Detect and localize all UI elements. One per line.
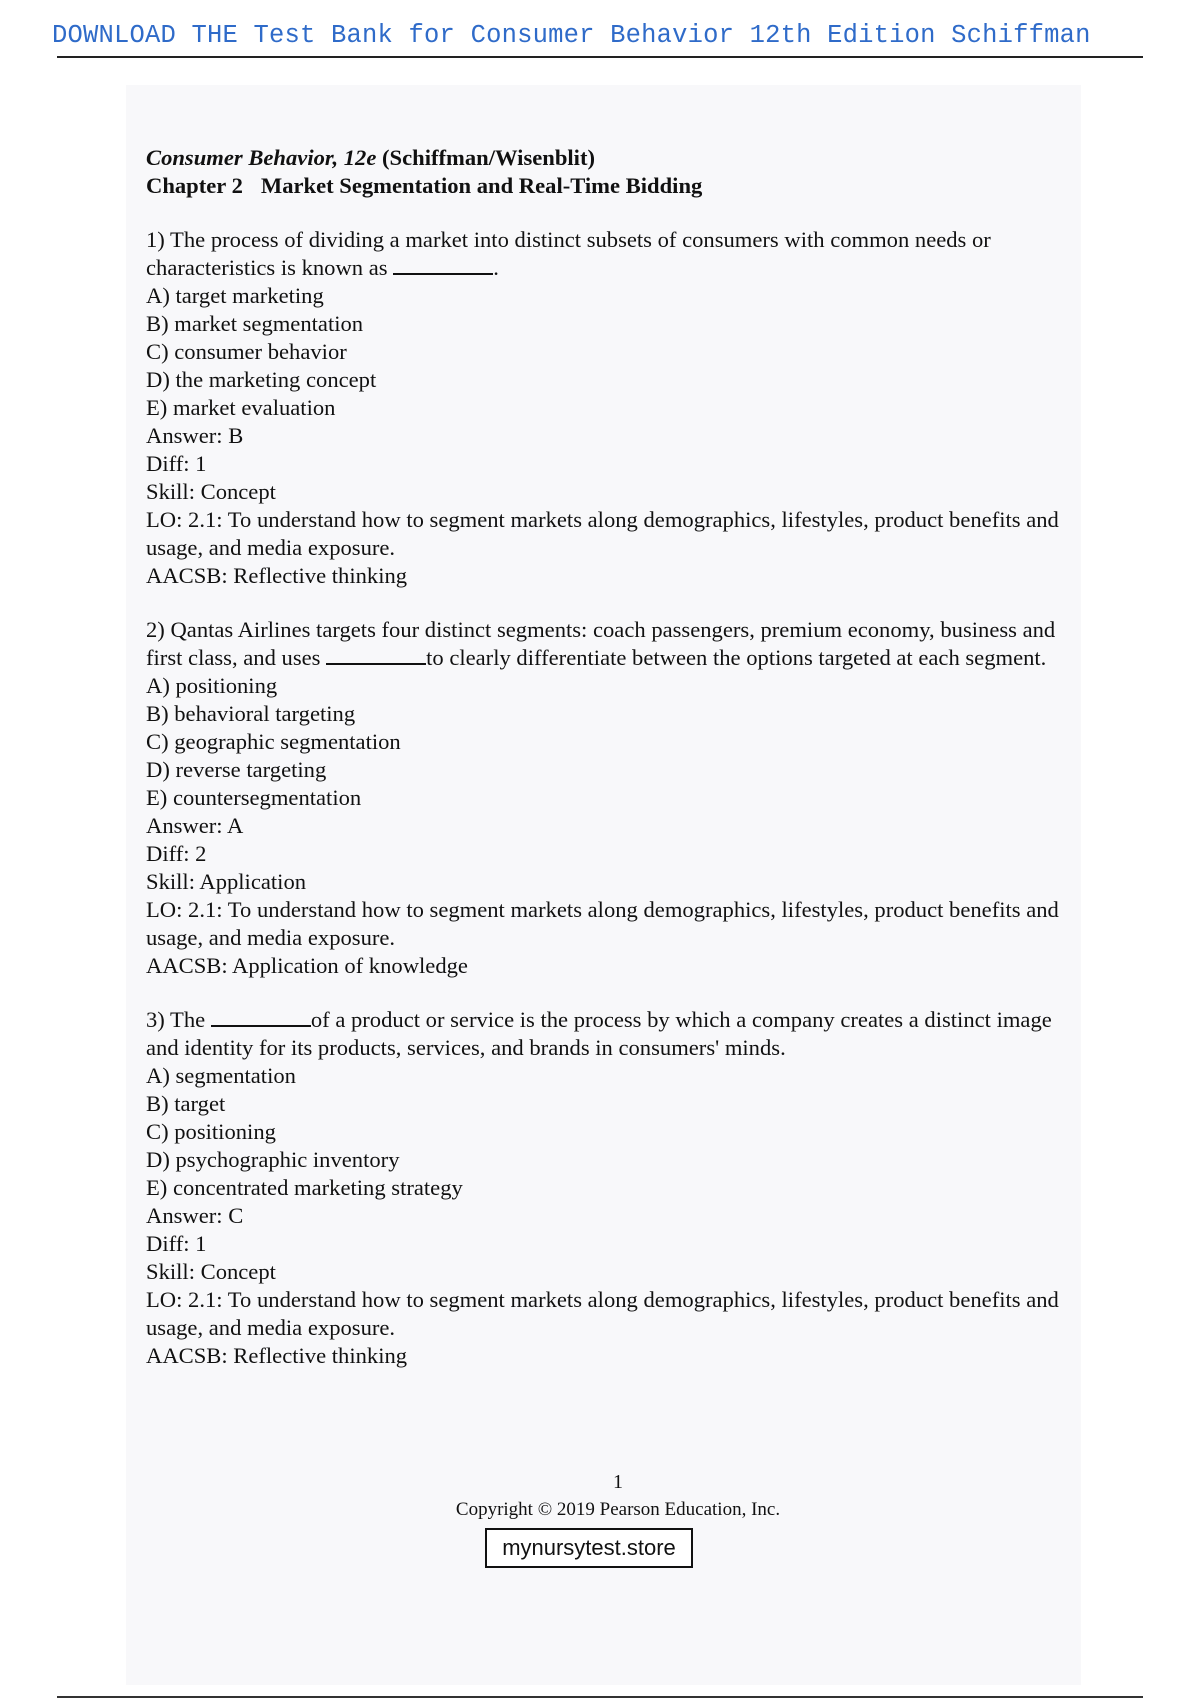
learning-objective: LO: 2.1: To understand how to segment markets along demographics, lifestyles, product benefits and usage, and media exposure. — [146, 1287, 1059, 1340]
copyright-notice: Copyright © 2019 Pearson Education, Inc. — [455, 1499, 781, 1520]
option-b: B) behavioral targeting — [146, 701, 356, 726]
download-link[interactable]: DOWNLOAD THE Test Bank for Consumer Behavior 12th Edition Schiffman — [52, 21, 1091, 50]
aacsb: AACSB: Application of knowledge — [146, 953, 468, 978]
option-a: A) target marketing — [146, 283, 324, 308]
question-stem-after: . — [493, 255, 499, 280]
question-stem-before: 1) The process of dividing a market into distinct subsets of consumers with common needs or characteristics is known as — [146, 227, 991, 280]
skill: Skill: Concept — [146, 479, 276, 504]
answer-blank — [326, 645, 426, 665]
learning-objective: LO: 2.1: To understand how to segment markets along demographics, lifestyles, product benefits and usage, and media exposure. — [146, 897, 1059, 950]
answer: Answer: C — [146, 1203, 244, 1228]
learning-objective: LO: 2.1: To understand how to segment markets along demographics, lifestyles, product benefits and usage, and media exposure. — [146, 507, 1059, 560]
difficulty: Diff: 1 — [146, 1231, 207, 1256]
aacsb: AACSB: Reflective thinking — [146, 1343, 408, 1368]
footer-divider — [57, 1696, 1143, 1698]
answer-blank — [211, 1007, 311, 1027]
question-stem-after: to clearly differentiate between the options targeted at each segment. — [426, 645, 1047, 670]
answer: Answer: B — [146, 423, 244, 448]
question-stem-before: 2) Qantas Airlines targets four distinct segments: coach passengers, premium economy, business and first class, and uses — [146, 617, 1056, 670]
option-b: B) target — [146, 1091, 226, 1116]
question-stem-after: of a product or service is the process by which a company creates a distinct image and identity for its products, services, and brands in consumers' minds. — [146, 1007, 1052, 1060]
option-e: E) concentrated marketing strategy — [146, 1175, 463, 1200]
option-c: C) geographic segmentation — [146, 729, 401, 754]
option-d: D) reverse targeting — [146, 757, 327, 782]
option-c: C) positioning — [146, 1119, 276, 1144]
question-stem — [146, 616, 1086, 672]
option-d: D) the marketing concept — [146, 367, 377, 392]
option-e: E) countersegmentation — [146, 785, 362, 810]
difficulty: Diff: 1 — [146, 451, 207, 476]
document-content — [146, 144, 1086, 1370]
option-b: B) market segmentation — [146, 311, 364, 336]
skill: Skill: Concept — [146, 1259, 276, 1284]
option-a: A) segmentation — [146, 1063, 296, 1088]
answer-blank — [393, 255, 493, 275]
book-title — [146, 144, 1086, 172]
question-stem — [146, 226, 1086, 282]
option-d: D) psychographic inventory — [146, 1147, 400, 1172]
question-stem-before: 3) The — [146, 1007, 211, 1032]
question-2 — [146, 616, 1086, 980]
store-badge: mynursytest.store — [485, 1528, 693, 1568]
chapter-label: Chapter 2 — [146, 173, 243, 198]
book-title-authors: (Schiffman/Wisenblit) — [376, 145, 596, 170]
skill: Skill: Application — [146, 869, 307, 894]
book-title-italic: Consumer Behavior, 12e — [146, 145, 377, 170]
option-a: A) positioning — [146, 673, 278, 698]
page-number: 1 — [613, 1471, 623, 1493]
question-3 — [146, 1006, 1086, 1370]
chapter-title — [146, 172, 1086, 200]
option-c: C) consumer behavior — [146, 339, 347, 364]
answer: Answer: A — [146, 813, 244, 838]
difficulty: Diff: 2 — [146, 841, 207, 866]
aacsb: AACSB: Reflective thinking — [146, 563, 408, 588]
option-e: E) market evaluation — [146, 395, 336, 420]
chapter-name: Market Segmentation and Real-Time Bidding — [260, 173, 703, 198]
question-1 — [146, 226, 1086, 590]
header-divider — [57, 56, 1143, 58]
question-stem — [146, 1006, 1086, 1062]
